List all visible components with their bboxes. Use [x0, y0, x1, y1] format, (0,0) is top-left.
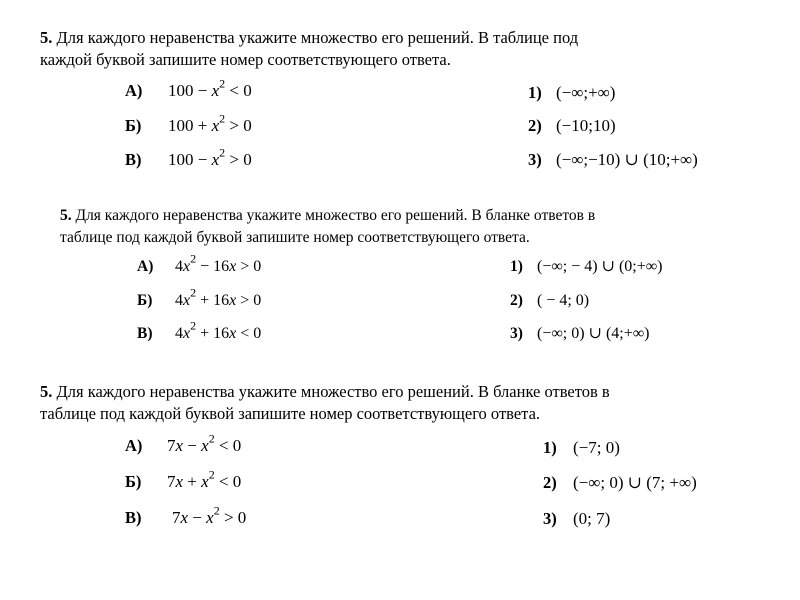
- answer-label: 2): [543, 473, 557, 492]
- problem-prompt-line2: каждой буквой запишите номер соответствующего ответа.: [40, 50, 451, 69]
- inequality-expression: $4x^2 + 16x < 0$: [175, 318, 262, 342]
- inequality-label: А): [125, 81, 143, 100]
- answer-value: (−∞; − 4) ∪ (0;+∞): [537, 258, 663, 275]
- inequality-expression: $7x - x^2 > 0$: [172, 503, 247, 527]
- answer-value: ( − 4; 0): [537, 292, 590, 309]
- answer-label: 1): [543, 438, 557, 457]
- answer-value: (−∞; 0) ∪ (7; +∞): [573, 473, 697, 492]
- inequality-label: В): [125, 508, 142, 527]
- inequality-label: В): [137, 325, 153, 342]
- answer-label: 1): [510, 258, 523, 275]
- answer-value: (−10;10): [556, 116, 616, 135]
- problem-prompt-line2: таблице под каждой буквой запишите номер соответствующего ответа.: [40, 404, 541, 423]
- problem-prompt-line1: [40, 381, 610, 403]
- answer-value: (−∞;+∞): [556, 83, 616, 102]
- problem-prompt-line1: [60, 205, 595, 227]
- prompt-text: Для каждого неравенства укажите множество его решений. В таблице под: [56, 28, 579, 47]
- inequality-expression: $4x^2 - 16x > 0$: [175, 251, 262, 275]
- answer-value: (−∞; 0) ∪ (4;+∞): [537, 325, 650, 342]
- answer-value: (−∞;−10) ∪ (10;+∞): [556, 150, 698, 169]
- inequality-expression: $100 + x^2 > 0$: [168, 111, 252, 135]
- prompt-text: Для каждого неравенства укажите множество его решений. В бланке ответов в: [56, 382, 610, 401]
- problem-number: 5.: [40, 382, 53, 401]
- prompt-text: Для каждого неравенства укажите множество его решений. В бланке ответов в: [75, 207, 596, 224]
- problem-number: 5.: [60, 207, 72, 224]
- answer-label: 2): [528, 116, 542, 135]
- problem-number: 5.: [40, 28, 53, 47]
- inequality-label: А): [125, 436, 143, 455]
- answer-label: 2): [510, 292, 523, 309]
- answer-label: 3): [510, 325, 523, 342]
- inequality-expression: $4x^2 + 16x > 0$: [175, 285, 262, 309]
- inequality-expression: $7x - x^2 < 0$: [167, 431, 242, 455]
- answer-label: 3): [528, 150, 542, 169]
- inequality-expression: $7x + x^2 < 0$: [167, 467, 242, 491]
- inequality-label: А): [137, 258, 154, 275]
- inequality-label: Б): [125, 472, 142, 491]
- answer-label: 1): [528, 83, 542, 102]
- answer-value: (−7; 0): [573, 438, 620, 457]
- inequality-expression: $100 - x^2 < 0$: [168, 76, 252, 100]
- inequality-label: Б): [137, 292, 153, 309]
- inequality-label: Б): [125, 116, 142, 135]
- answer-value: (0; 7): [573, 509, 611, 528]
- problem-prompt-line1: [40, 27, 578, 49]
- inequality-expression: $100 - x^2 > 0$: [168, 145, 252, 169]
- inequality-label: В): [125, 150, 142, 169]
- problem-prompt-line2: таблице под каждой буквой запишите номер соответствующего ответа.: [60, 229, 530, 246]
- answer-label: 3): [543, 509, 557, 528]
